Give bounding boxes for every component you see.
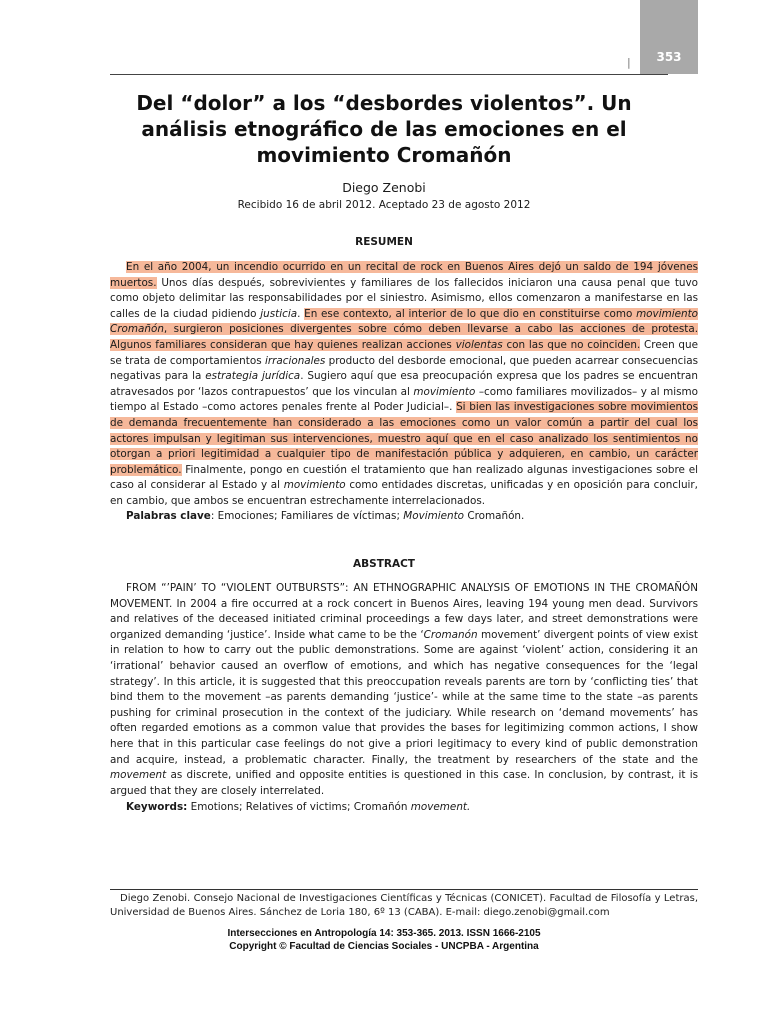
highlight-3: Si bien las investigaciones sobre movimientos de demanda frecuentemente han considerado a las emociones como un valor común a partir del cual los actores impulsan y legitiman sus intervenciones, muestro aquí que en el caso analizado los sentimientos no otorgan a priori legitimidad a cualquier tipo de manifestación pública y adquieren, en cambio, un carácter problemático. bbox=[110, 401, 698, 476]
article-title: Del “dolor” a los “desbordes violentos”. Un análisis etnográfico de las emociones en el movimiento Cromañón bbox=[136, 91, 632, 167]
footnote-rule bbox=[110, 889, 698, 890]
resumen-heading: RESUMEN bbox=[355, 236, 413, 248]
palabras-clave: Palabras clave: Emociones; Familiares de víctimas; Movimiento Cromañón. bbox=[126, 510, 525, 522]
received-dates: Recibido 16 de abril 2012. Aceptado 23 de agosto 2012 bbox=[237, 199, 531, 211]
author-affiliation-footnote: Diego Zenobi. Consejo Nacional de Investigaciones Científicas y Técnicas (CONICET). Facultad de Filosofía y Letras, Universidad de Buenos Aires. Sánchez de Loria 180, 6º 13 (CABA). E-mail: diego.zenobi@gmail.com bbox=[110, 893, 698, 918]
page-number-tab bbox=[640, 0, 698, 74]
abstract-paragraph: FROM “’PAIN’ TO “VIOLENT OUTBURSTS”: AN ETHNOGRAPHIC ANALYSIS OF EMOTIONS IN THE CROMAÑÓN MOVEMENT. In 2004 a fire occurred at a rock concert in Buenos Aires, leaving 194 young men dead. Survivors and relatives of the deceased initiated criminal proceedings a few days later, and street demonstrations were organized demanding ‘justice’. Inside what came to be the ‘Cromanón movement’ divergent points of view exist in relation to how to carry out the public demonstrations. Some are against ‘violent’ action, considering it an ‘irrational’ behavior caused an overflow of emotions, and which has negative consequences for the ‘legal strategy’. In this article, it is suggested that this preoccupation reveals parents are torn by ‘conflicting ties’ that bind them to the movement –as parents demanding ‘justice’- while at the same time to the state –as parents pushing for criminal prosecution in the context of the judiciary. While research on ‘demand movements’ has often regarded emotions as a common value that provides the bases for legitimizing common actions, I show here that in this particular case feelings do not give a priori legitimacy to every kind of public demonstration and acquire, instead, a problematic character. Finally, the treatment by researchers of the state and the movement as discrete, unified and opposite entities is questioned in this case. In conclusion, by contrast, it is argued that they are closely interrelated. bbox=[110, 582, 698, 797]
highlight-2: En ese contexto, al interior de lo que dio en constituirse como movimiento Cromañón, surgieron posiciones divergentes sobre cómo deben llevarse a cabo las acciones de protesta. Algunos familiares consideran que hay quienes realizan acciones violentas con las que no coinciden. bbox=[110, 307, 698, 351]
author-name: Diego Zenobi bbox=[342, 180, 426, 195]
keywords: Keywords: Emotions; Relatives of victims; Cromañón movement. bbox=[126, 801, 471, 813]
abstract-heading: ABSTRACT bbox=[353, 558, 415, 570]
header-rule bbox=[110, 74, 668, 75]
copyright-line: Copyright © Facultad de Ciencias Sociales - UNCPBA - Argentina bbox=[229, 941, 539, 952]
highlight-1: En el año 2004, un incendio ocurrido en un recital de rock en Buenos Aires dejó un saldo de 194 jóvenes muertos. bbox=[110, 261, 698, 289]
header-separator: | bbox=[627, 56, 631, 69]
journal-citation-line: Intersecciones en Antropología 14: 353-365. 2013. ISSN 1666-2105 bbox=[227, 928, 541, 939]
resumen-paragraph: En el año 2004, un incendio ocurrido en un recital de rock en Buenos Aires dejó un saldo de 194 jóvenes muertos. Unos días después, sobrevivientes y familiares de los fallecidos iniciaron una causa penal que tuvo como objeto delimitar las responsabilidades por el siniestro. Asimismo, ellos comenzaron a manifestarse en las calles de la ciudad pidiendo justicia. En ese contexto, al interior de lo que dio en constituirse como movimiento Cromañón, surgieron posiciones divergentes sobre cómo deben llevarse a cabo las acciones de protesta. Algunos familiares consideran que hay quienes realizan acciones violentas con las que no coinciden. Creen que se trata de comportamientos irracionales producto del desborde emocional, que pueden acarrear consecuencias negativas para la estrategia jurídica. Sugiero aquí que esa preocupación expresa que los padres se encuentran atravesados por ‘lazos contrapuestos’ que los vinculan al movimiento –como familiares movilizados– y al mismo tiempo al Estado –como actores penales frente al Poder Judicial–. Si bien las investigaciones sobre movimientos de demanda frecuentemente han considerado a las emociones como un valor común a partir del cual los actores impulsan y legitiman sus intervenciones, muestro aquí que en el caso analizado los sentimientos no otorgan a priori legitimidad a cualquier tipo de manifestación pública y adquieren, en cambio, un carácter problemático. Finalmente, pongo en cuestión el tratamiento que han realizado algunas investigaciones sobre el caso al considerar al Estado y al movimiento como entidades discretas, unificadas y en oposición para concluir, en cambio, que ambos se encuentran estrechamente interrelacionados. bbox=[110, 261, 699, 507]
page-number: 353 bbox=[656, 50, 682, 64]
journal-citation bbox=[0, 927, 768, 953]
